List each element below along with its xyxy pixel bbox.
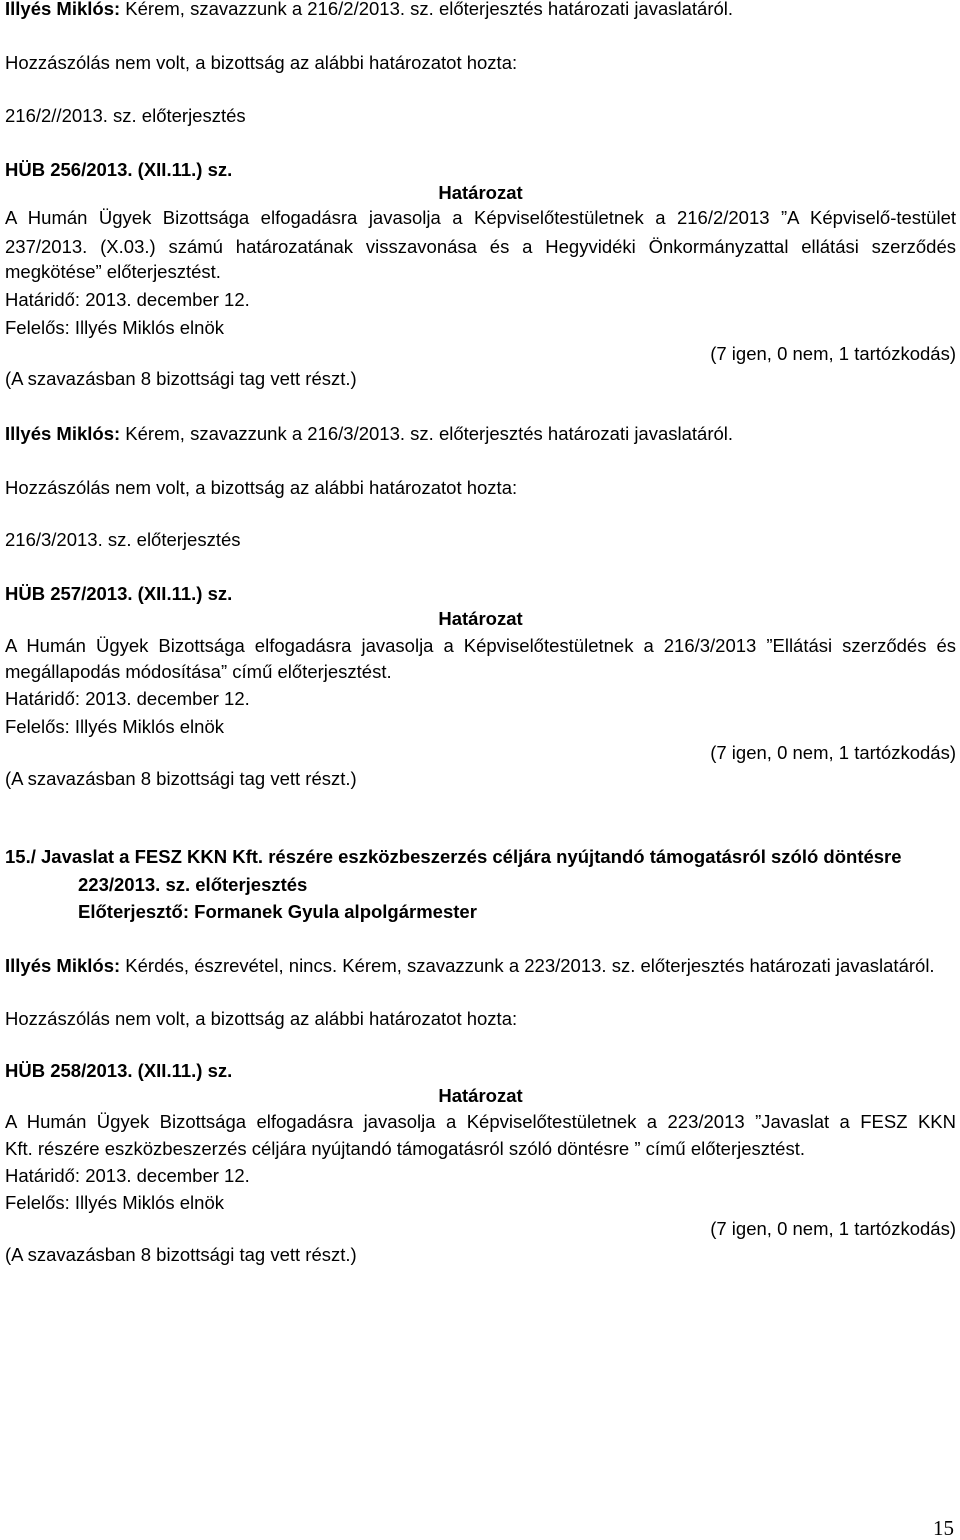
agenda-item-title: 15./ Javaslat a FESZ KKN Kft. részére eszközbeszerzés céljára nyújtandó támogatásról szóló döntésre [5,846,902,867]
speaker-name: Illyés Miklós: [5,955,121,976]
resolution-number: HÜB 257/2013. (XII.11.) sz. [5,583,233,604]
responsible: Felelős: Illyés Miklós elnök [5,317,224,338]
speaker-line [5,955,956,977]
deadline: Határidő: 2013. december 12. [5,289,250,310]
resolution-body-line: megállapodás módosítása” című előterjesztést. [5,661,392,682]
resolution-body-line: Kft. részére eszközbeszerzés céljára nyújtandó támogatásról szóló döntésre ” című előterjesztést. [5,1138,805,1159]
no-comment-line: Hozzászólás nem volt, a bizottság az alábbi határozatot hozta: [5,477,518,498]
resolution-heading: Határozat [438,608,523,629]
vote-result: (7 igen, 0 nem, 1 tartózkodás) [710,343,956,364]
speaker-name: Illyés Miklós: [5,423,121,444]
participation: (A szavazásban 8 bizottsági tag vett részt.) [5,368,357,389]
resolution-body-line: megkötése” előterjesztést. [5,261,221,282]
proposal-reference: 216/3/2013. sz. előterjesztés [5,529,241,550]
resolution-body-line: A Humán Ügyek Bizottsága elfogadásra javasolja a Képviselőtestületnek a 216/3/2013 ”Ellátási szerződés és [5,635,956,656]
speaker-text: Kérem, szavazzunk a 216/2/2013. sz. előterjesztés határozati javaslatáról. [120,0,734,19]
deadline: Határidő: 2013. december 12. [5,1165,250,1186]
responsible: Felelős: Illyés Miklós elnök [5,1192,224,1213]
participation: (A szavazásban 8 bizottsági tag vett részt.) [5,1244,357,1265]
resolution-body-line: A Humán Ügyek Bizottsága elfogadásra javasolja a Képviselőtestületnek a 223/2013 ”Javaslat a FESZ KKN [5,1111,956,1132]
speaker-line [5,423,956,445]
speaker-text: Kérdés, észrevétel, nincs. Kérem, szavazzunk a 223/2013. sz. előterjesztés határozati javaslatáról. [120,955,935,976]
speaker-line [5,0,956,20]
speaker-name: Illyés Miklós: [5,0,121,19]
responsible: Felelős: Illyés Miklós elnök [5,716,224,737]
proposal-reference: 216/2//2013. sz. előterjesztés [5,105,246,126]
resolution-heading: Határozat [438,182,523,203]
speaker-text: Kérem, szavazzunk a 216/3/2013. sz. előterjesztés határozati javaslatáról. [120,423,734,444]
participation: (A szavazásban 8 bizottsági tag vett részt.) [5,768,357,789]
agenda-item-reference: 223/2013. sz. előterjesztés [78,874,308,895]
resolution-heading: Határozat [438,1085,523,1106]
resolution-number: HÜB 258/2013. (XII.11.) sz. [5,1060,233,1081]
agenda-item-presenter: Előterjesztő: Formanek Gyula alpolgármester [78,901,477,922]
resolution-body-line: A Humán Ügyek Bizottsága elfogadásra javasolja a Képviselőtestületnek a 216/2/2013 ”A Képviselő-testület [5,207,956,228]
vote-result: (7 igen, 0 nem, 1 tartózkodás) [710,742,956,763]
page-number: 15 [933,1516,954,1540]
no-comment-line: Hozzászólás nem volt, a bizottság az alábbi határozatot hozta: [5,52,518,73]
vote-result: (7 igen, 0 nem, 1 tartózkodás) [710,1218,956,1239]
resolution-body-line: 237/2013. (X.03.) számú határozatának visszavonása és a Hegyvidéki Önkormányzattal ellátási szerződés [5,236,956,257]
deadline: Határidő: 2013. december 12. [5,688,250,709]
resolution-number: HÜB 256/2013. (XII.11.) sz. [5,159,233,180]
no-comment-line: Hozzászólás nem volt, a bizottság az alábbi határozatot hozta: [5,1008,518,1029]
